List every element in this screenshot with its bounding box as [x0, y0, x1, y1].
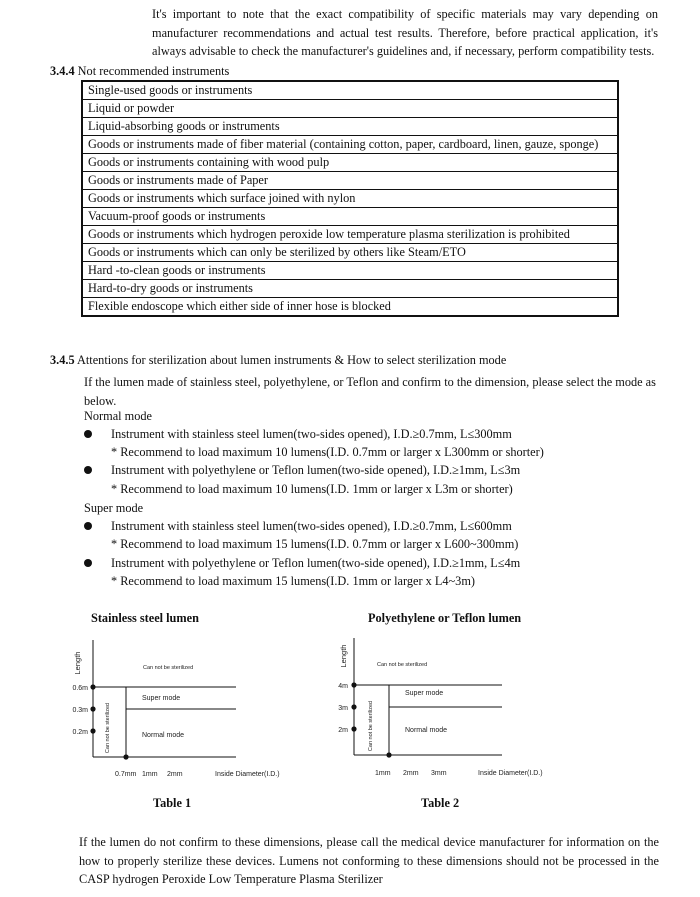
table-row — [82, 190, 618, 208]
table-row — [82, 244, 618, 262]
table-cell: Goods or instruments made of Paper — [82, 172, 618, 190]
region-label-left: Can not be sterilized — [105, 702, 111, 754]
list-item-text: Instrument with polyethylene or Teflon lumen(two-side opened), I.D.≥1mm, L≤4m — [111, 556, 521, 570]
x-tick-label: 1mm — [142, 771, 158, 778]
table-cell: Flexible endoscope which either side of inner hose is blocked — [82, 298, 618, 317]
axis-point — [90, 728, 95, 733]
region-label-top: Can not be sterilized — [377, 662, 428, 668]
x-tick-label: 3mm — [431, 770, 447, 777]
table-row — [82, 118, 618, 136]
y-tick-label: 3m — [338, 705, 348, 712]
y-axis-label: Length — [339, 644, 348, 668]
region-label-super: Super mode — [142, 695, 181, 702]
axis-point — [123, 754, 128, 759]
y-tick-label: 0.6m — [72, 685, 88, 692]
axis-point — [90, 684, 95, 689]
axis-point — [351, 704, 356, 709]
region-label-super: Super mode — [405, 690, 444, 697]
polyethylene-teflon-lumen-chart — [320, 638, 580, 783]
section-344-heading — [50, 63, 229, 79]
section-345-number: 3.4.5 — [50, 353, 75, 367]
intro-paragraph — [152, 5, 658, 61]
table-cell: Goods or instruments which hydrogen peroxide low temperature plasma sterilization is prohibited — [82, 226, 618, 244]
section-345-title: Attentions for sterilization about lumen instruments & How to select sterilization mode — [77, 353, 507, 367]
intro-text: It's important to note that the exact compatibility of specific materials may vary depending on manufacturer recommendations and actual test results. Therefore, before practical application, it's always advisable to check the manufacturer's guidelines and, if necessary, perform compatibility tests. — [152, 7, 658, 58]
normal-mode-label: Normal mode — [84, 409, 152, 423]
stainless-steel-lumen-chart — [60, 640, 310, 785]
y-tick-label: 0.3m — [72, 707, 88, 714]
not-recommended-table — [81, 80, 619, 317]
table-row — [82, 136, 618, 154]
table-cell: Single-used goods or instruments — [82, 81, 618, 100]
axis-point — [351, 682, 356, 687]
x-tick-label: 2mm — [403, 770, 419, 777]
table-1-caption: Table 1 — [153, 796, 192, 810]
table-cell: Hard -to-clean goods or instruments — [82, 262, 618, 280]
table-cell: Goods or instruments containing with wood pulp — [82, 154, 618, 172]
table-2-caption: Table 2 — [421, 796, 460, 810]
bullet-icon — [84, 559, 92, 567]
axis-point — [351, 726, 356, 731]
table-cell: Goods or instruments made of fiber material (containing cotton, paper, cardboard, linen, gauze, sponge) — [82, 136, 618, 154]
recommendation-text: * Recommend to load maximum 15 lumens(I.D. 0.7mm or larger x L600~300mm) — [111, 537, 519, 551]
region-label-normal: Normal mode — [142, 732, 185, 739]
table-row — [82, 100, 618, 118]
table-row — [82, 81, 618, 100]
chart-1-title: Stainless steel lumen — [91, 611, 199, 625]
bullet-icon — [84, 466, 92, 474]
y-tick-label: 4m — [338, 683, 348, 690]
recommendation-text: * Recommend to load maximum 10 lumens(I.D. 1mm or larger x L3m or shorter) — [111, 482, 513, 496]
table-row — [82, 154, 618, 172]
table-cell: Vacuum-proof goods or instruments — [82, 208, 618, 226]
region-label-left: Can not be sterilized — [368, 700, 374, 752]
section-345-heading — [50, 352, 506, 368]
bullet-icon — [84, 430, 92, 438]
x-tick-label: 1mm — [375, 770, 391, 777]
table-cell: Goods or instruments which surface joined with nylon — [82, 190, 618, 208]
x-axis-label: Inside Diameter(I.D.) — [215, 771, 280, 778]
axis-point — [90, 706, 95, 711]
list-item-text: Instrument with stainless steel lumen(two-sides opened), I.D.≥0.7mm, L≤600mm — [111, 519, 512, 533]
table-cell: Goods or instruments which can only be sterilized by others like Steam/ETO — [82, 244, 618, 262]
y-tick-label: 2m — [338, 727, 348, 734]
table-cell: Hard-to-dry goods or instruments — [82, 280, 618, 298]
axis-point — [386, 752, 391, 757]
section-345-intro: If the lumen made of stainless steel, polyethylene, or Teflon and confirm to the dimension, please select the mode as below. — [84, 375, 656, 408]
y-tick-label: 0.2m — [72, 729, 88, 736]
super-mode-label: Super mode — [84, 501, 144, 515]
x-tick-label: 2mm — [167, 771, 183, 778]
table-cell: Liquid or powder — [82, 100, 618, 118]
y-axis-label: Length — [73, 651, 82, 675]
x-axis-label: Inside Diameter(I.D.) — [478, 770, 543, 777]
recommendation-text: * Recommend to load maximum 15 lumens(I.D. 1mm or larger x L4~3m) — [111, 574, 475, 588]
region-label-normal: Normal mode — [405, 727, 448, 734]
section-344-title: Not recommended instruments — [77, 64, 230, 78]
list-item-text: Instrument with polyethylene or Teflon lumen(two-side opened), I.D.≥1mm, L≤3m — [111, 463, 521, 477]
closing-paragraph: If the lumen do not confirm to these dimensions, please call the medical device manufacturer for information on the how to properly sterilize these devices. Lumens not conforming to these dimensions should not be processed in the CASP hydrogen Peroxide Low Temperature Plasma Sterilizer — [79, 835, 659, 886]
region-label-top: Can not be sterilized — [143, 665, 194, 671]
bullet-icon — [84, 522, 92, 530]
table-row — [82, 172, 618, 190]
table-row — [82, 298, 618, 317]
x-tick-label: 0.7mm — [115, 771, 137, 778]
chart-2-title: Polyethylene or Teflon lumen — [368, 611, 522, 625]
table-row — [82, 208, 618, 226]
table-row — [82, 226, 618, 244]
section-344-number: 3.4.4 — [50, 64, 75, 78]
list-item-text: Instrument with stainless steel lumen(two-sides opened), I.D.≥0.7mm, L≤300mm — [111, 427, 512, 441]
table-row — [82, 280, 618, 298]
recommendation-text: * Recommend to load maximum 10 lumens(I.D. 0.7mm or larger x L300mm or shorter) — [111, 445, 544, 459]
table-cell: Liquid-absorbing goods or instruments — [82, 118, 618, 136]
table-row — [82, 262, 618, 280]
